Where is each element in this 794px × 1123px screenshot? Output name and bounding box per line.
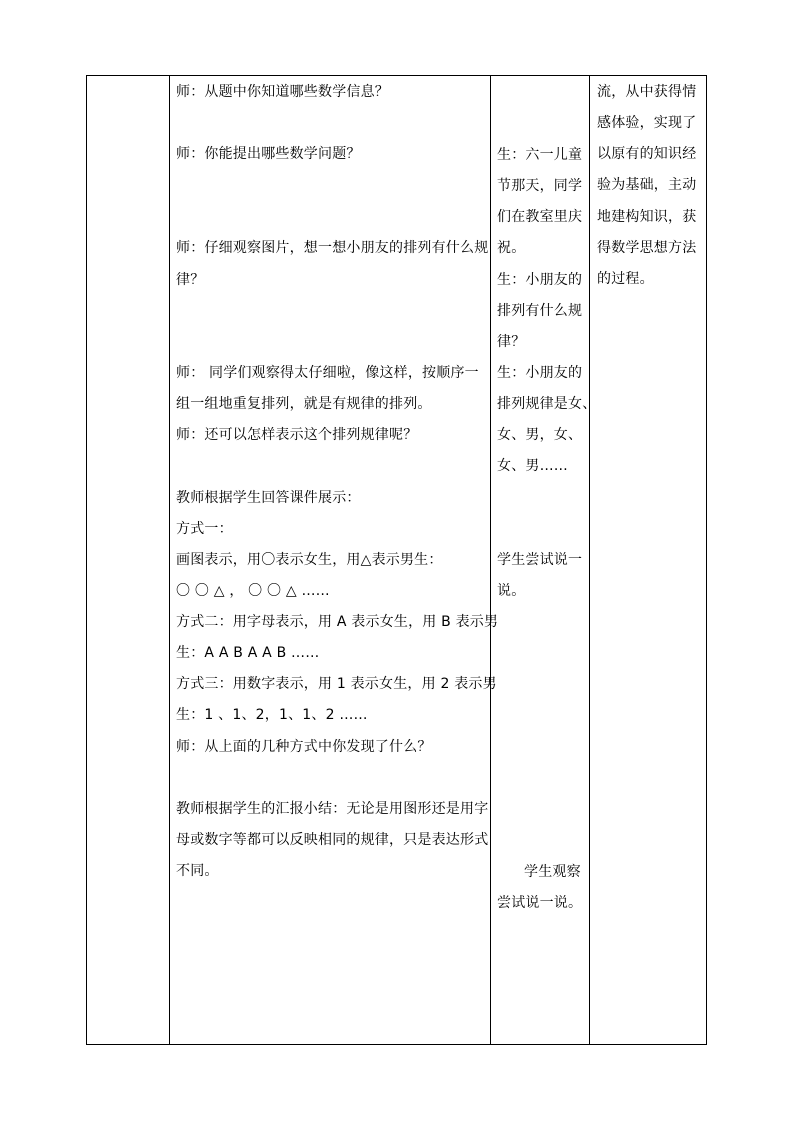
intent-line: 以原有的知识经	[597, 146, 697, 162]
student-line: 生：小朋友的	[497, 365, 583, 381]
student-line: 生：小朋友的	[497, 272, 583, 288]
teacher-line: 师：仔细观察图片，想一想小朋友的排列有什么规	[176, 240, 489, 256]
teacher-line: 师： 同学们观察得太仔细啦，像这样，按顺序一	[176, 365, 479, 381]
teacher-line: 师：还可以怎样表示这个排列规律呢？	[176, 427, 418, 443]
teacher-line: 教师根据学生的汇报小结：无论是用图形还是用字	[176, 801, 489, 817]
student-line: 祝。	[497, 240, 526, 256]
intent-line: 地建构知识，获	[597, 209, 697, 225]
student-line: 女、男，女、	[497, 427, 583, 443]
column-divider-2	[490, 76, 491, 1044]
intent-line: 流，从中获得情	[597, 84, 697, 100]
student-line: 排列规律是女、	[497, 396, 597, 412]
student-line: 排列有什么规	[497, 303, 583, 319]
teacher-line: 方式一：	[176, 521, 233, 537]
teacher-line: 律？	[176, 272, 205, 288]
teacher-line: 教师根据学生回答课件展示：	[176, 490, 361, 506]
student-line: 学生观察	[524, 864, 581, 880]
teacher-line: 方式二：用字母表示，用 A 表示女生，用 B 表示男	[176, 614, 499, 630]
student-line: 说。	[497, 583, 526, 599]
intent-line: 验为基础，主动	[597, 177, 697, 193]
teacher-line: 母或数字等都可以反映相同的规律，只是表达形式	[176, 832, 489, 848]
student-line: 律？	[497, 334, 526, 350]
student-line: 尝试说一说。	[497, 895, 583, 911]
letter-pattern: 生：A A B A A B ……	[176, 645, 320, 661]
lesson-plan-table	[86, 75, 707, 1045]
intent-line: 感体验，实现了	[597, 115, 697, 131]
teacher-line: 画图表示，用〇表示女生，用△表示男生：	[176, 552, 443, 568]
column-divider-3	[589, 76, 590, 1044]
student-line: 女、男……	[497, 458, 568, 474]
column-divider-1	[169, 76, 170, 1044]
intent-line: 的过程。	[597, 271, 654, 287]
shape-pattern: 〇 〇 △ ， 〇 〇 △ ……	[176, 583, 330, 599]
intent-line: 得数学思想方法	[597, 240, 697, 256]
student-line: 生：六一儿童	[497, 147, 583, 163]
teacher-line: 组一组地重复排列，就是有规律的排列。	[176, 396, 432, 412]
teacher-line: 师：你能提出哪些数学问题？	[176, 146, 361, 162]
student-line: 学生尝试说一	[497, 552, 583, 568]
number-pattern: 生：1 、1、2，1、1、2 ……	[176, 707, 368, 723]
student-line: 们在教室里庆	[497, 209, 583, 225]
teacher-line: 师：从题中你知道哪些数学信息？	[176, 84, 389, 100]
student-line: 节那天，同学	[497, 178, 583, 194]
teacher-line: 不同。	[176, 863, 219, 879]
teacher-line: 方式三：用数字表示，用 1 表示女生，用 2 表示男	[176, 676, 497, 692]
teacher-line: 师：从上面的几种方式中你发现了什么？	[176, 739, 432, 755]
